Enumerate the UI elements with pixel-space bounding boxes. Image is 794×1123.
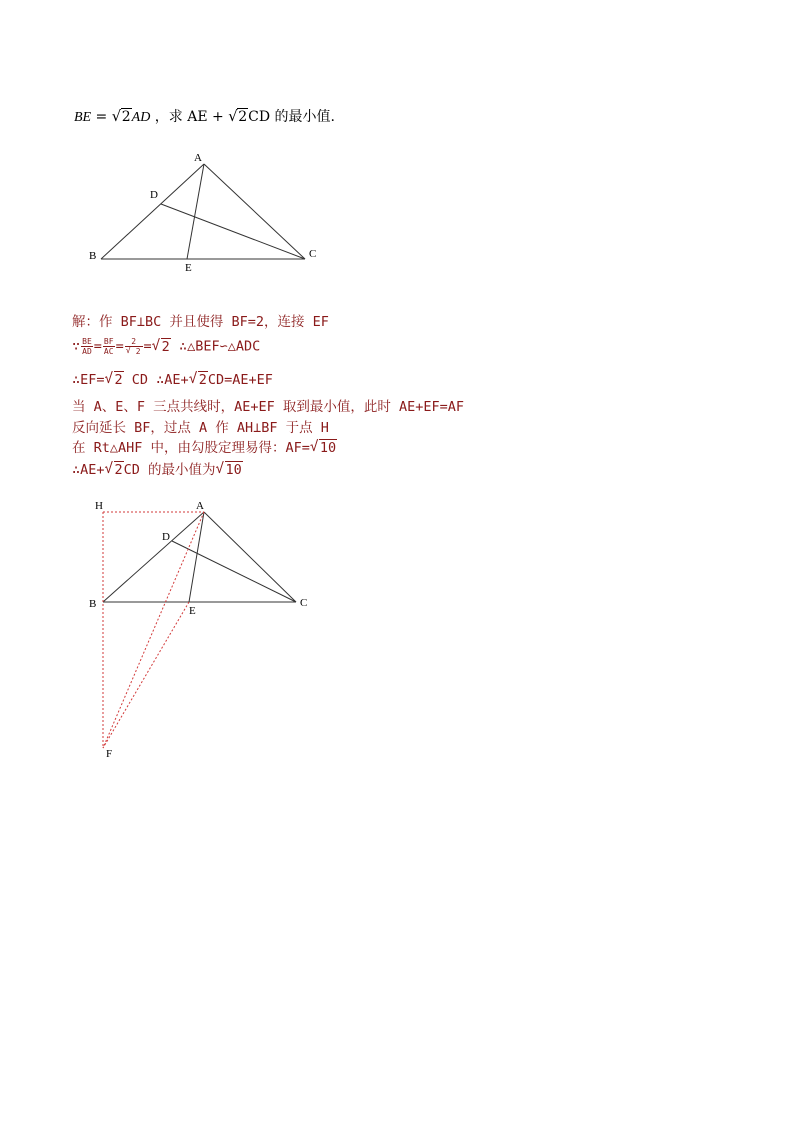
sqrt-expression: √ 10 [310,440,337,456]
fraction-be-ad: $\frac{BE}{AD}$ [82,337,92,356]
label-e: E [189,605,196,617]
sqrt-expression: √ 2 [105,462,124,478]
sqrt-expression: √ 2 [112,109,132,125]
question-tail: CD 的最小值. [248,109,335,125]
solution-line-2: ∵ $\frac{BE}{AD}$ = $\frac{BF}{AC}$ = 2 √ 2 =√ 2 ∴△BEF∽△ADC [72,337,260,356]
solution-line-6: 在 Rt△AHF 中，由勾股定理易得：AF=√ 10 [72,436,337,456]
label-d: D [150,189,158,201]
label-f: F [106,748,113,760]
sqrt-expression: √ 2 [105,372,124,388]
segment-ba [103,512,204,602]
figure-2-construction [89,500,307,760]
segment-dc [161,204,305,259]
label-b: B [89,250,97,262]
label-b: B [89,598,97,610]
label-h: H [95,500,103,512]
label-a: A [196,500,204,512]
sqrt-expression: √ 2 [189,372,208,388]
segment-ad: AD [131,110,151,125]
question-separator: ，求 AE + [150,109,229,125]
fraction-bf-ac: $\frac{BF}{AC}$ [103,337,114,356]
label-d: D [162,531,170,543]
label-c: C [309,248,317,260]
sqrt-expression: √ 2 [152,339,171,355]
solution-line-7: ∴AE+√ 2CD 的最小值为√ 10 [72,458,243,478]
label-c: C [300,597,308,609]
fraction-2-sqrt2: 2 √ 2 [125,337,143,356]
sqrt-expression: √ 10 [216,462,243,478]
segment-af [103,512,204,748]
segment-be: BE [74,110,92,125]
segment-ac [204,164,305,259]
solution-line-4: 当 A、E、F 三点共线时，AE+EF 取到最小值，此时 AE+EF=AF [72,399,465,415]
solution-line-5: 反向延长 BF，过点 A 作 AH⊥BF 于点 H [72,420,329,436]
equals-sign: = [91,109,112,125]
solution-line-3: ∴EF=√ 2 CD ∴AE+√ 2CD=AE+EF [72,372,273,388]
segment-ae [189,512,204,602]
label-e: E [185,262,192,274]
label-a: A [194,152,202,164]
segment-ae [187,164,204,259]
segment-ba [101,164,204,259]
segment-ac [204,512,296,602]
segment-ef [103,602,189,748]
solution-line-1: 解：作 BF⊥BC 并且使得 BF=2，连接 EF [72,314,329,330]
sqrt-expression: √ 2 [228,109,248,125]
